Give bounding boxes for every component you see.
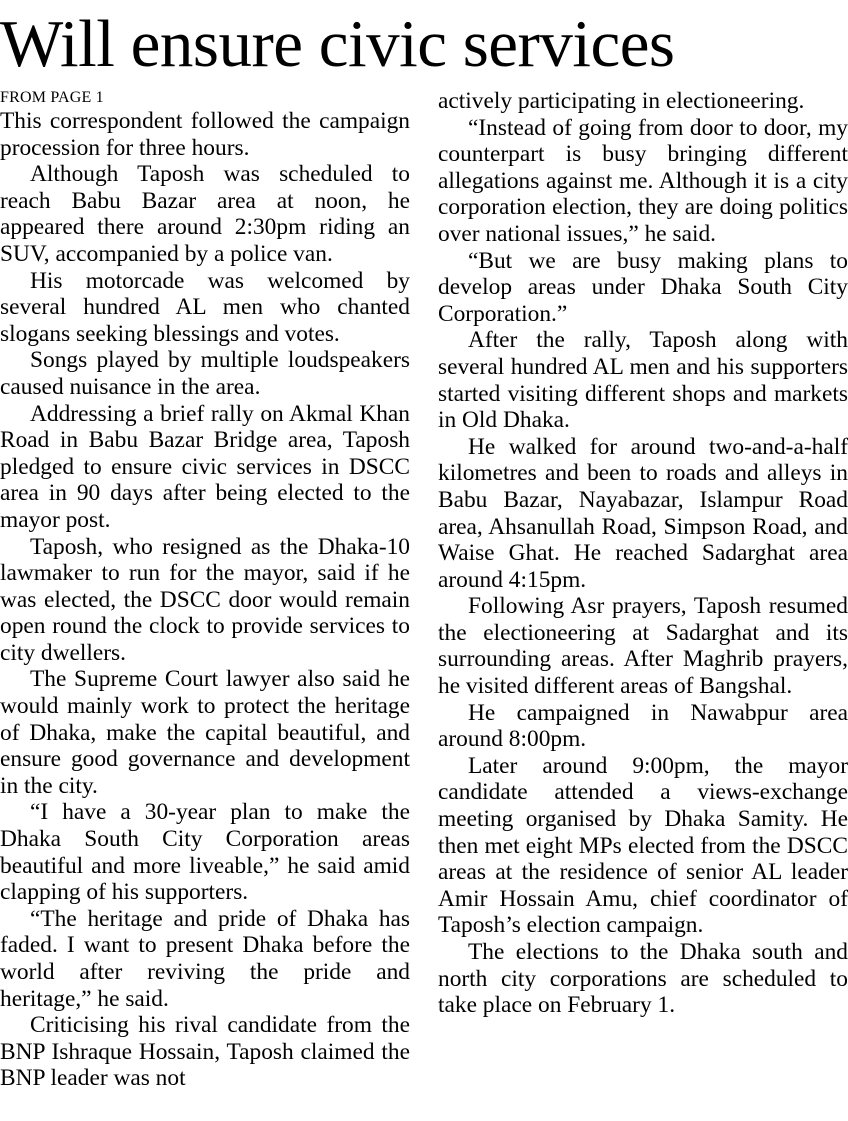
paragraph: “But we are busy making plans to develop areas under Dhaka South City Corporation.” <box>438 247 848 327</box>
article-column-left <box>0 88 410 1092</box>
paragraph: Taposh, who resigned as the Dhaka-10 lawmaker to run for the mayor, said if he was elected, the DSCC door would remain open round the clock to provide services to city dwellers. <box>0 533 410 666</box>
paragraph: The elections to the Dhaka south and north city corporations are scheduled to take place on February 1. <box>438 939 848 1019</box>
paragraph: His motorcade was welcomed by several hundred AL men who chanted slogans seeking blessings and votes. <box>0 267 410 347</box>
continuation-kicker: FROM PAGE 1 <box>0 89 104 106</box>
paragraph: Songs played by multiple loudspeakers caused nuisance in the area. <box>0 347 410 400</box>
paragraph-continued: actively participating in electioneering. <box>438 88 805 114</box>
paragraph: “Instead of going from door to door, my counterpart is busy bringing different allegations against me. Although it is a city corporation election, they are doing politics over national issues,” he said. <box>438 114 848 247</box>
paragraph: He walked for around two-and-a-half kilometres and been to roads and alleys in Babu Bazar, Nayabazar, Islampur Road area, Ahsanullah Road, Simpson Road, and Waise Ghat. He reached Sadarghat area around 4:15pm. <box>438 433 848 593</box>
paragraph: Following Asr prayers, Taposh resumed the electioneering at Sadarghat and its surrounding areas. After Maghrib prayers, he visited different areas of Bangshal. <box>438 593 848 700</box>
headline: Will ensure civic services <box>0 7 675 81</box>
article-column-right <box>438 88 848 1019</box>
paragraph: “I have a 30-year plan to make the Dhaka South City Corporation areas beautiful and more liveable,” he said amid clapping of his supporters. <box>0 799 410 906</box>
paragraph: The Supreme Court lawyer also said he would mainly work to protect the heritage of Dhaka, make the capital beautiful, and ensure good governance and development in the city. <box>0 666 410 799</box>
paragraph: This correspondent followed the campaign procession for three hours. <box>0 108 410 161</box>
paragraph: He campaigned in Nawabpur area around 8:00pm. <box>438 699 848 753</box>
paragraph: Although Taposh was scheduled to reach Babu Bazar area at noon, he appeared there around 2:30pm riding an SUV, accompanied by a police van. <box>0 161 410 267</box>
paragraph: Criticising his rival candidate from the BNP Ishraque Hossain, Taposh claimed the BNP leader was not <box>0 1012 410 1092</box>
paragraph: After the rally, Taposh along with several hundred AL men and his supporters started visiting different shops and markets in Old Dhaka. <box>438 327 848 434</box>
paragraph: Addressing a brief rally on Akmal Khan Road in Babu Bazar Bridge area, Taposh pledged to ensure civic services in DSCC area in 90 days after being elected to the mayor post. <box>0 400 410 533</box>
paragraph: Later around 9:00pm, the mayor candidate attended a views-exchange meeting organised by Dhaka Samity. He then met eight MPs elected from the DSCC areas at the residence of senior AL leader Amir Hossain Amu, chief coordinator of Taposh’s election campaign. <box>438 752 848 939</box>
paragraph: “The heritage and pride of Dhaka has faded. I want to present Dhaka before the world after reviving the pride and heritage,” he said. <box>0 905 410 1012</box>
